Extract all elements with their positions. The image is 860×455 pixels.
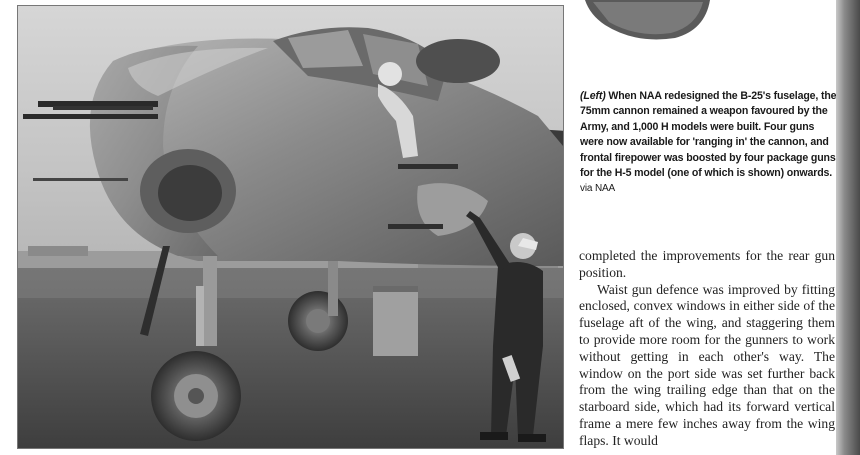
b-25h-photo xyxy=(17,5,564,449)
wingtip-photo-fragment xyxy=(585,0,710,42)
photo-caption xyxy=(580,89,838,197)
body-text-column xyxy=(579,248,835,450)
b-25h-photo-illustration xyxy=(18,6,563,448)
page-gutter-shadow xyxy=(836,0,860,455)
body-paragraph-2: Waist gun defence was improved by fitting enclosed, convex windows in either side of the fuselage aft of the wing, and staggering them to provide more room for the gunners to work without getting in each other's way. The window on the port side was set further back from the wing trailing edge than that on the starboard side, which had its forward vertical frame a mere few inches away from the wing flaps. It would xyxy=(579,281,835,448)
caption-lead: (Left) xyxy=(580,90,606,102)
caption-credit: via NAA xyxy=(580,183,616,195)
body-paragraph-1: completed the improvements for the rear gun position. xyxy=(579,248,835,280)
caption-text: When NAA redesigned the B-25's fuselage, the 75mm cannon remained a weapon favoured by the Army, and 1,000 H models were built. Four guns were now available for 'ranging in' the cannon, and frontal firepower was boosted by four package guns for the H-5 model (one of which is shown) onwards. xyxy=(580,90,837,180)
